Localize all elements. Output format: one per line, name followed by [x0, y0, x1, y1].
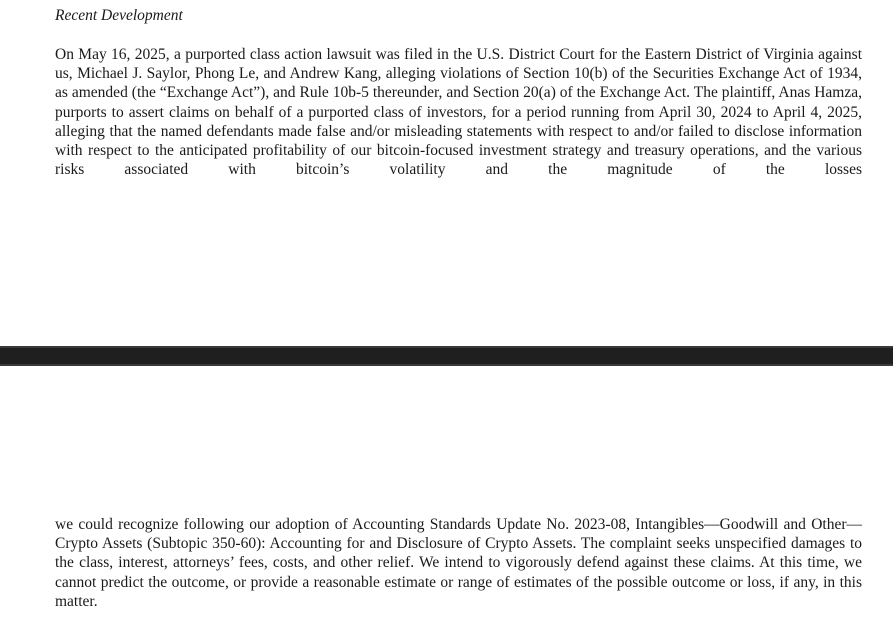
lawsuit-paragraph-part-two: we could recognize following our adoption of Accounting Standards Update No. 2023-08, Intangibles—Goodwill and Other—Crypto Assets (Subtopic 350-60): Accounting for and Disclosure of Crypto Assets. The complaint seeks unspecified damages to the class, interest, attorneys’ fees, costs, and other relief. We intend to vigorously defend against these claims. At this time, we cannot predict the outcome, or provide a reasonable estimate or range of estimates of the possible outcome or loss, if any, in this matter. — [55, 516, 862, 610]
lawsuit-paragraph-part-one: On May 16, 2025, a purported class action lawsuit was filed in the U.S. District Court for the Eastern District of Virginia against us, Michael J. Saylor, Phong Le, and Andrew Kang, alleging violations of Section 10(b) of the Securities Exchange Act of 1934, as amended (the “Exchange Act”), and Rule 10b-5 thereunder, and Section 20(a) of the Exchange Act. The plaintiff, Anas Hamza, purports to assert claims on behalf of a purported class of investors, for a period running from April 30, 2024 to April 4, 2025, alleging that the named defendants made false and/or misleading statements with respect to and/or failed to disclose information with respect to the anticipated profitability of our bitcoin-focused investment strategy and treasury operations, and the various risks associated with bitcoin’s volatility and the magnitude of the losses — [55, 46, 862, 179]
section-heading: Recent Development — [55, 7, 183, 24]
page-break-divider — [0, 346, 893, 366]
page-break-edge-top — [0, 346, 893, 348]
